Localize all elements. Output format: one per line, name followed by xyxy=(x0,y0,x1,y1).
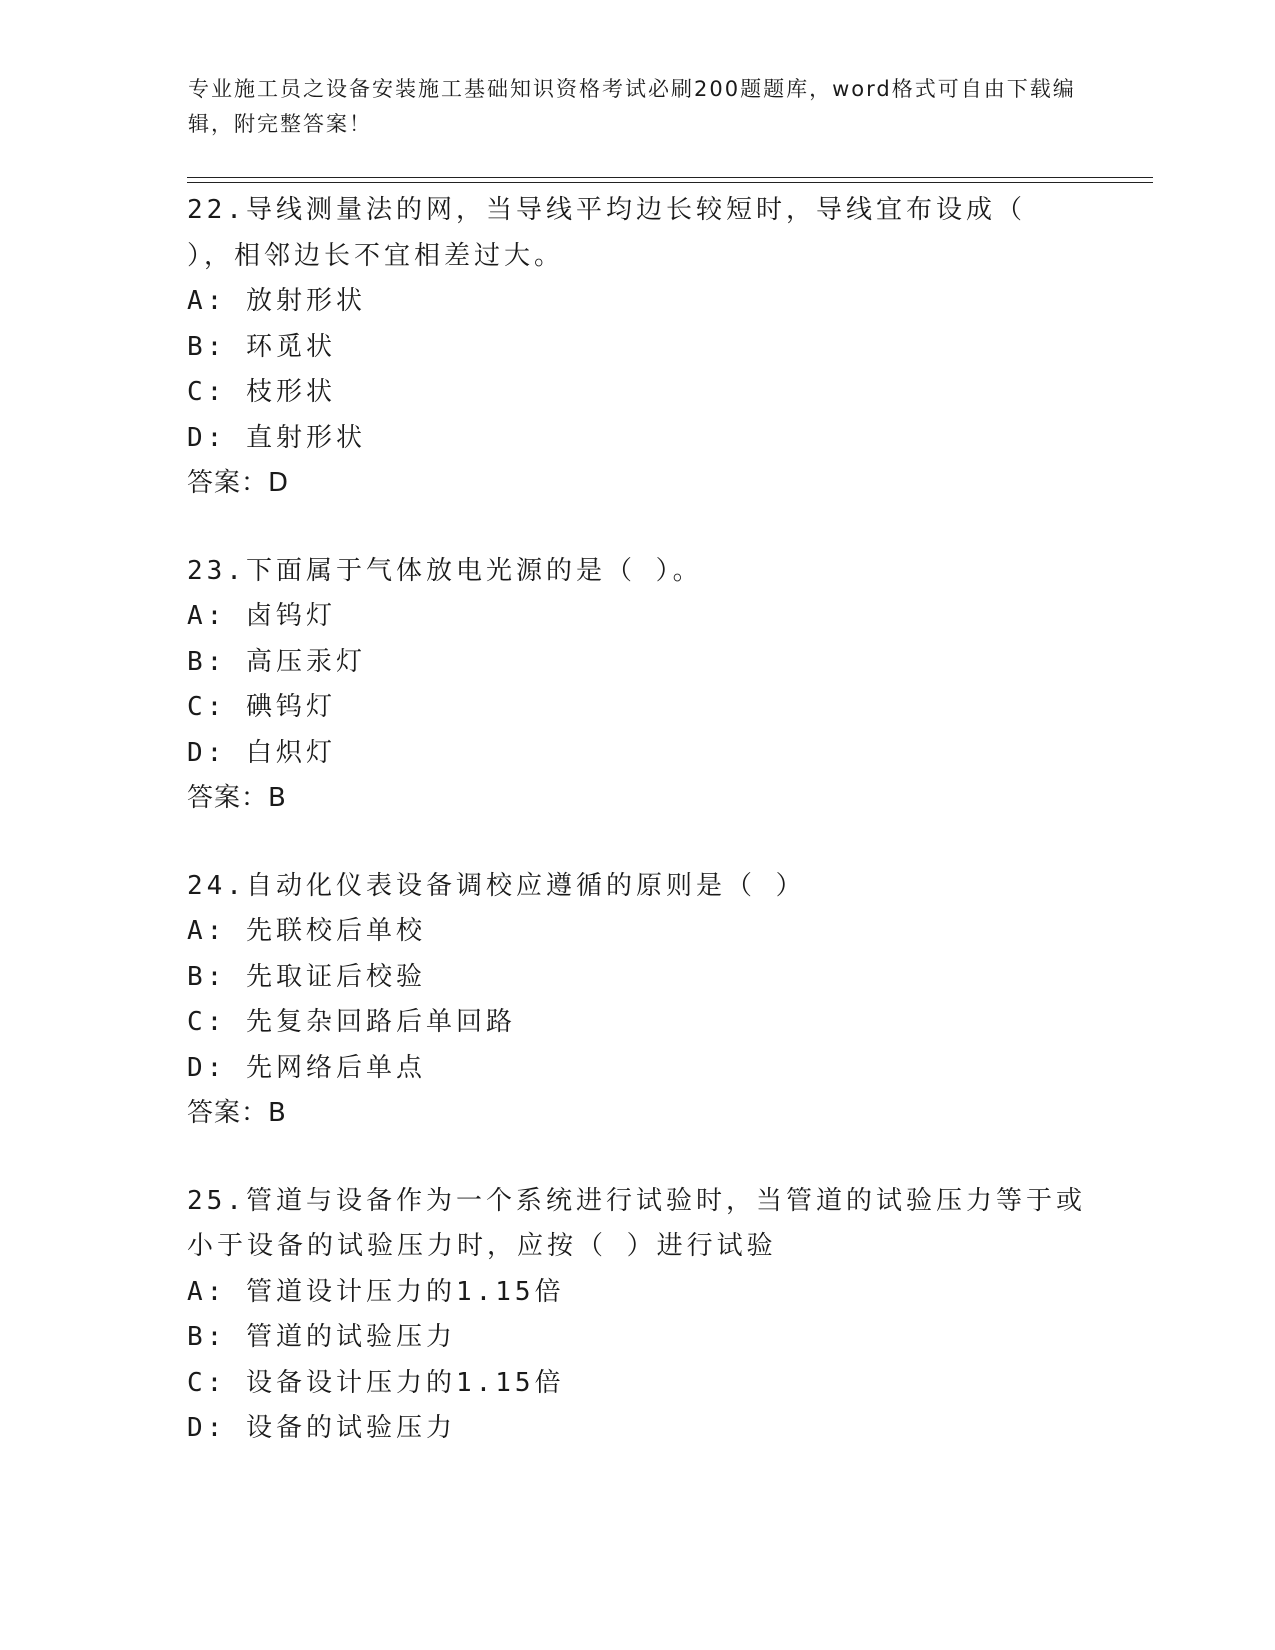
option-a: A: 先联校后单校 xyxy=(187,916,426,946)
option-d: D: 直射形状 xyxy=(187,422,366,453)
option-b: B: 高压汞灯 xyxy=(187,646,366,677)
option-b: B: 环觅状 xyxy=(187,331,336,362)
question-stem: 22.导线测量法的网，当导线平均边长较短时，导线宜布设成（ ），相邻边长不宜相差过大。 xyxy=(187,195,1026,271)
option-a: A: 卤钨灯 xyxy=(187,601,336,631)
option-b: B: 先取证后校验 xyxy=(187,961,426,992)
option-c: C: 先复杂回路后单回路 xyxy=(187,1007,516,1037)
option-a: A: 管道设计压力的1.15倍 xyxy=(187,1276,565,1307)
question-list xyxy=(187,188,1087,1494)
question-22 xyxy=(187,188,1087,507)
option-c: C: 碘钨灯 xyxy=(187,692,336,722)
header-divider-bottom xyxy=(187,182,1153,183)
option-b: B: 管道的试验压力 xyxy=(187,1322,456,1352)
question-24 xyxy=(187,864,1087,1137)
option-d: D: 白炽灯 xyxy=(187,737,336,768)
question-stem: 24.自动化仪表设备调校应遵循的原则是（ ） xyxy=(187,870,806,901)
header-divider-top xyxy=(187,177,1153,178)
option-c: C: 枝形状 xyxy=(187,377,336,407)
answer-line: 答案：B xyxy=(187,783,287,813)
question-25 xyxy=(187,1179,1087,1452)
document-header: 专业施工员之设备安装施工基础知识资格考试必刷200题题库，word格式可自由下载编辑，附完整答案！ xyxy=(188,77,1076,136)
question-stem: 25.管道与设备作为一个系统进行试验时，当管道的试验压力等于或小于设备的试验压力时，应按（ ）进行试验 xyxy=(187,1185,1086,1261)
question-23 xyxy=(187,549,1087,822)
option-d: D: 设备的试验压力 xyxy=(187,1413,456,1443)
option-a: A: 放射形状 xyxy=(187,286,366,316)
option-d: D: 先网络后单点 xyxy=(187,1052,426,1083)
option-c: C: 设备设计压力的1.15倍 xyxy=(187,1367,565,1398)
question-stem: 23.下面属于气体放电光源的是（ ）。 xyxy=(187,555,703,586)
answer-line: 答案：D xyxy=(187,468,290,498)
answer-line: 答案：B xyxy=(187,1098,287,1128)
